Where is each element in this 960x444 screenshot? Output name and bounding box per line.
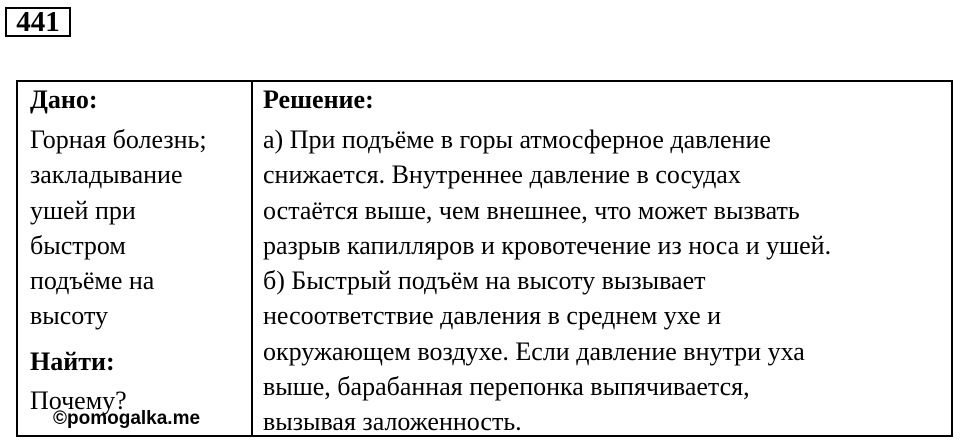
solution-line: вызывая заложенность. [263, 407, 522, 437]
solution-line: а) При подъёме в горы атмосферное давление [263, 125, 771, 154]
column-divider [251, 82, 253, 435]
solution-line: несоответствие давления в среднем ухе и [263, 301, 722, 331]
given-line: подъёме на [30, 266, 155, 296]
solution-line: снижается. Внутреннее давление в сосудах [263, 160, 741, 190]
solution-table [16, 80, 953, 437]
find-heading: Найти: [30, 347, 115, 376]
given-line: закладывание [30, 160, 183, 190]
given-heading: Дано: [30, 85, 98, 114]
given-column [30, 82, 245, 415]
given-line: ушей при [30, 195, 136, 225]
solution-line: выше, барабанная перепонка выпячивается, [263, 372, 750, 402]
solution-column [263, 82, 953, 440]
solution-line: б) Быстрый подъём на высоту вызывает [263, 266, 706, 296]
watermark: ©pomogalka.me [53, 408, 201, 429]
solution-heading: Решение: [263, 85, 374, 114]
given-line: высоту [30, 301, 108, 331]
solution-line: разрыв капилляров и кровотечение из носа и ушей. [263, 230, 832, 260]
solution-line: окружающем воздухе. Если давление внутри уха [263, 336, 805, 366]
find-text: Почему? [30, 386, 127, 415]
given-line: Горная болезнь; [30, 125, 207, 154]
given-line: быстром [30, 230, 126, 260]
problem-number: 441 [5, 7, 71, 37]
solution-line: остаётся выше, чем внешнее, что может вызвать [263, 195, 800, 225]
